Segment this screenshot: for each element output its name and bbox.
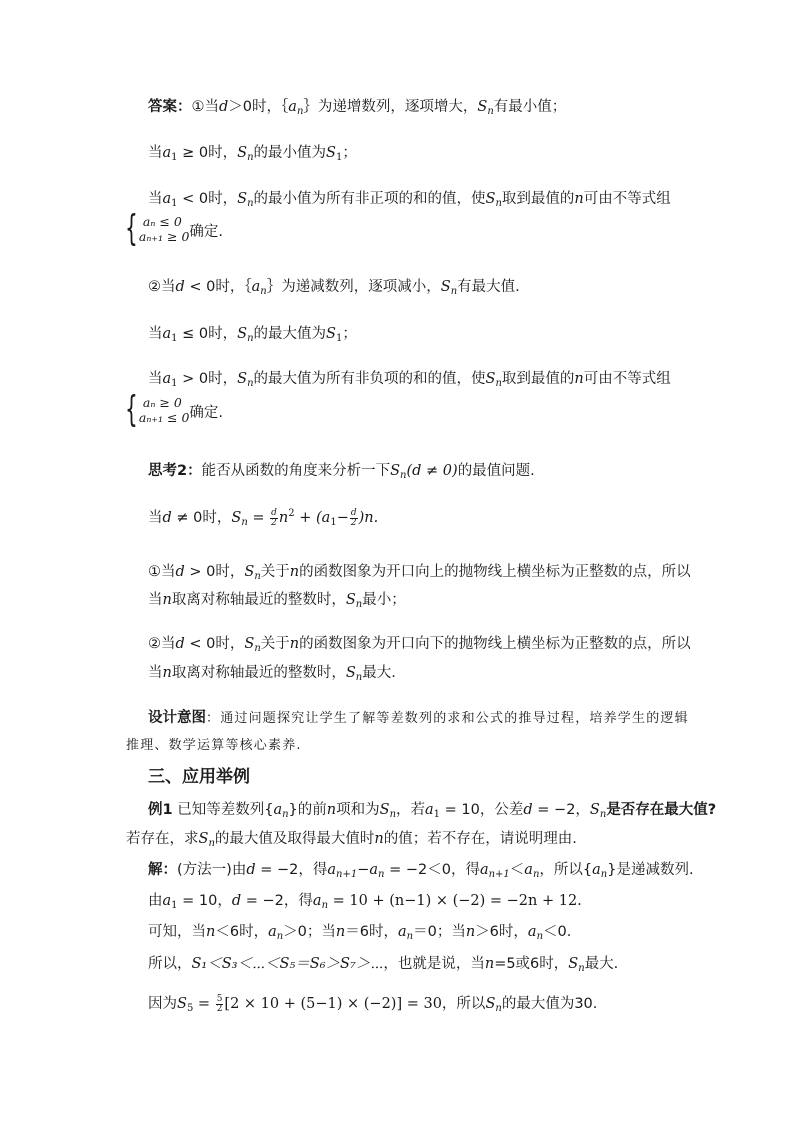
section-title: 三、应用举例: [148, 767, 250, 787]
text: = −2，得: [241, 893, 313, 909]
text: ＜0.: [543, 924, 572, 940]
math: a: [288, 99, 297, 115]
denominator: 2: [271, 517, 277, 528]
text: 可知，当: [148, 924, 206, 940]
text: 已知等差数列{: [172, 802, 274, 818]
subscript: 5: [186, 1003, 194, 1014]
text: 有最大值.: [457, 279, 520, 295]
answer-line-5: [148, 324, 357, 344]
subscript: 1: [433, 809, 441, 820]
solution-line-4: [148, 954, 618, 974]
text: = 10，: [177, 893, 232, 909]
text: 确定.: [189, 404, 224, 421]
math: S: [589, 802, 600, 818]
text: 最大.: [362, 665, 396, 681]
subscript: n: [355, 599, 363, 610]
text: ≥ 0时，: [177, 145, 238, 161]
subscript: n: [282, 809, 289, 820]
subscript: n+1: [336, 869, 358, 880]
text: (方法一)由: [177, 862, 247, 878]
numerator: d: [271, 507, 277, 518]
subscript: n: [247, 333, 254, 344]
math: S: [244, 564, 255, 580]
design-intent-line-2: [126, 735, 302, 756]
subscript: n: [208, 838, 215, 849]
math: S: [568, 956, 579, 972]
text: 取到最值的: [501, 191, 575, 207]
subscript: n: [247, 198, 254, 209]
subscript: n: [536, 931, 544, 942]
subscript: 1: [171, 900, 178, 911]
subscript: n: [495, 198, 502, 209]
math: a: [273, 802, 283, 818]
case-2-line-2: [148, 663, 396, 683]
text: 当: [148, 592, 163, 608]
text: ②当: [148, 636, 176, 652]
subscript: n: [276, 931, 284, 942]
text: > 0时，: [177, 371, 238, 387]
numerator: 5: [216, 993, 223, 1004]
subscript: n: [487, 106, 494, 117]
design-intent-line-1: [148, 708, 689, 729]
text: 所以，: [148, 956, 192, 972]
example-line-2: [126, 829, 577, 849]
subscript: n: [296, 106, 304, 117]
text: 可由不等式组: [583, 371, 671, 387]
text: < 0时，｛: [184, 279, 252, 295]
text: ①当: [191, 99, 219, 115]
text: 若存在，求: [126, 831, 199, 847]
math: S: [390, 463, 401, 479]
answer-line-6: [148, 369, 671, 389]
case-2-line-1: [148, 634, 691, 654]
text: 当: [148, 665, 163, 681]
text: 最大.: [584, 956, 619, 972]
math: n: [162, 665, 172, 681]
system-row-bottom: aₙ₊₁ ≤ 0: [138, 410, 190, 425]
text: < 0时，: [177, 191, 238, 207]
text: 取离对称轴最近的整数时，: [171, 665, 346, 681]
subscript: 1: [171, 198, 178, 209]
math: S: [177, 996, 187, 1012]
text: 可由不等式组: [583, 191, 671, 207]
math: S: [440, 279, 451, 295]
math: d: [175, 636, 185, 652]
text: 确定.: [189, 223, 224, 240]
text: 取到最值的: [501, 371, 575, 387]
text: ，所以{: [539, 862, 593, 878]
subscript: 1: [335, 333, 343, 344]
math: a: [162, 145, 172, 161]
case-1-line-2: [148, 590, 406, 610]
superscript: 2: [288, 508, 295, 519]
math: n: [278, 510, 289, 526]
math: n: [335, 924, 346, 940]
case-1-line-1: [148, 562, 691, 582]
text: ＜: [509, 862, 525, 878]
text: 是否存在最大值?: [606, 802, 717, 818]
answer-line-1: [148, 97, 566, 117]
subscript: 1: [171, 152, 178, 163]
text: 当: [148, 191, 163, 207]
solution-line-5: [148, 994, 597, 1014]
math: a: [527, 924, 537, 940]
subscript: 1: [335, 152, 343, 163]
math: d: [246, 862, 256, 878]
math: a: [162, 371, 172, 387]
text: ；: [342, 145, 357, 161]
math: S: [237, 371, 248, 387]
text: ；: [342, 326, 357, 342]
text: 能否从函数的角度来分析一下: [201, 463, 391, 479]
math: n: [289, 636, 300, 652]
inequality-system-1: [120, 208, 224, 249]
text: = −2，得: [255, 862, 328, 878]
subscript: n: [389, 809, 397, 820]
text: 的最大值为30.: [501, 996, 598, 1012]
math: +: [294, 510, 317, 526]
denominator: 2: [216, 1003, 223, 1014]
text: 当: [148, 145, 163, 161]
subscript: n: [400, 470, 407, 481]
inequality-system-2: [120, 389, 224, 430]
text: ①当: [148, 564, 176, 580]
math: −: [336, 510, 349, 526]
sn-formula: [148, 508, 378, 528]
math: d: [523, 802, 533, 818]
math: )n.: [358, 510, 379, 526]
design-intent-label: 设计意图: [148, 710, 206, 726]
math: S: [244, 636, 255, 652]
text: 当: [148, 371, 163, 387]
subscript: n: [578, 963, 585, 974]
system-rows: [139, 214, 190, 244]
text: 关于: [260, 636, 290, 652]
subscript: n: [247, 378, 254, 389]
math: S: [198, 831, 209, 847]
fraction: [216, 995, 224, 1014]
math: [2 × 10 + (5−1) × (−2)] = 30，所以: [224, 996, 486, 1012]
text: 当: [148, 326, 163, 342]
math: S: [326, 326, 336, 342]
fraction: [350, 509, 358, 528]
subscript: n+1: [488, 869, 510, 880]
text: ＝0；当: [413, 924, 466, 940]
text: ≠ 0时，: [171, 510, 232, 526]
text: ｝为递减数列，逐项减小，: [266, 279, 441, 295]
system-rows: [139, 395, 190, 425]
text: ｝为递增数列，逐项增大，: [303, 99, 478, 115]
math: a: [162, 326, 172, 342]
math: S: [485, 191, 496, 207]
text: 的函数图象为开口向下的抛物线上横坐标为正整数的点，所以: [299, 636, 691, 652]
math: n: [326, 802, 337, 818]
math: a: [425, 802, 434, 818]
text: ，也就是说，当: [383, 956, 485, 972]
subscript: n: [532, 869, 540, 880]
text: 取离对称轴最近的整数时，: [171, 592, 346, 608]
text: ：通过问题探究让学生了解等差数列的求和公式的推导过程，培养学生的逻辑: [206, 711, 689, 726]
math: −: [357, 862, 370, 878]
example-line-1: [148, 800, 716, 820]
math: S: [485, 371, 496, 387]
think2-question: [148, 461, 535, 481]
math: a: [369, 862, 379, 878]
text: 的最小值为: [253, 145, 327, 161]
math: d: [175, 564, 185, 580]
text: ，若: [396, 802, 426, 818]
text: 的最大值及取得最大值时: [214, 831, 375, 847]
brace-symbol: {: [125, 208, 138, 249]
subscript: n: [254, 571, 261, 582]
math: a: [162, 893, 172, 909]
math: a: [251, 279, 261, 295]
think2-label: 思考2：: [148, 463, 202, 479]
text: 的最小值为所有非正项的和的值，使: [253, 191, 486, 207]
math: S: [485, 996, 496, 1012]
text: 最小；: [362, 592, 406, 608]
math: n: [206, 924, 216, 940]
text: 的最大值为所有非负项的和的值，使: [253, 371, 486, 387]
text: 当: [148, 510, 163, 526]
subscript: n: [254, 643, 261, 654]
subscript: n: [321, 900, 329, 911]
subscript: n: [406, 931, 414, 942]
math: n: [574, 191, 584, 207]
math: (d ≠ 0): [406, 463, 458, 479]
math: d: [175, 279, 185, 295]
subscript: n: [260, 286, 267, 297]
solution-line-1: [148, 860, 694, 880]
math: S: [379, 802, 390, 818]
text: 关于: [260, 564, 290, 580]
math: a: [479, 862, 489, 878]
text: 的最大值为: [253, 326, 327, 342]
text: < 0时，: [184, 636, 245, 652]
text: 的最值问题.: [457, 463, 535, 479]
math: a: [398, 924, 407, 940]
subscript: n: [241, 517, 248, 528]
text: ＞0时，｛: [228, 99, 289, 115]
math: S: [237, 326, 248, 342]
text: }是递减数列.: [607, 862, 694, 878]
solution-label: 解：: [148, 862, 177, 878]
text: 项和为: [336, 802, 380, 818]
text: 的函数图象为开口向上的抛物线上横坐标为正整数的点，所以: [299, 564, 691, 580]
solution-line-3: [148, 922, 571, 942]
math: =: [193, 996, 215, 1012]
text: ②当: [148, 279, 176, 295]
math: S: [326, 145, 336, 161]
math: d: [219, 99, 229, 115]
example-label: 例1: [148, 802, 173, 818]
math: a: [268, 924, 277, 940]
math: n: [162, 592, 172, 608]
math: S: [231, 510, 242, 526]
system-row-top: aₙ ≥ 0: [142, 395, 182, 410]
solution-line-2: [148, 891, 582, 911]
math: (a: [316, 510, 331, 526]
math: S: [345, 665, 356, 681]
math: S₁＜S₃＜⋯＜S₅＝S₆＞S₇＞⋯: [191, 956, 384, 972]
answer-line-3: [148, 189, 671, 209]
text: ＜6时，: [215, 924, 269, 940]
fraction: [270, 509, 278, 528]
math: n: [484, 956, 495, 972]
math: n: [574, 371, 584, 387]
subscript: n: [247, 152, 254, 163]
math: n: [289, 564, 300, 580]
math: a: [312, 893, 322, 909]
subscript: 1: [171, 333, 178, 344]
subscript: n: [450, 286, 458, 297]
math: a: [327, 862, 337, 878]
text: = −2，: [532, 802, 590, 818]
math: S: [477, 99, 488, 115]
text: 的值；若不存在，请说明理由.: [383, 831, 577, 847]
denominator: 2: [350, 517, 357, 528]
math: = 10 + (n−1) × (−2) = −2n + 12.: [328, 893, 582, 909]
subscript: n: [495, 378, 502, 389]
math: S: [237, 191, 248, 207]
answer-label: 答案：: [148, 99, 192, 115]
text: =5或6时，: [494, 956, 569, 972]
math: =: [247, 510, 270, 526]
answer-line-2: [148, 143, 357, 163]
math: a: [162, 191, 172, 207]
numerator: d: [350, 507, 357, 518]
text: = 10，公差: [440, 802, 524, 818]
math: d: [162, 510, 172, 526]
text: 有最小值；: [493, 99, 567, 115]
answer-line-4: [148, 277, 520, 297]
text: 推理、数学运算等核心素养.: [126, 738, 302, 753]
brace-symbol: {: [125, 389, 138, 430]
text: 因为: [148, 996, 177, 1012]
text: ＞6时，: [475, 924, 528, 940]
system-row-bottom: aₙ₊₁ ≥ 0: [138, 229, 190, 244]
text: }的前: [288, 802, 327, 818]
math: n: [465, 924, 476, 940]
text: ＝6时，: [345, 924, 398, 940]
text: > 0时，: [184, 564, 245, 580]
subscript: n: [600, 869, 608, 880]
math: S: [237, 145, 248, 161]
math: a: [524, 862, 533, 878]
text: 由: [148, 893, 163, 909]
math: d: [231, 893, 242, 909]
text: ＞0；当: [283, 924, 336, 940]
math: n: [374, 831, 384, 847]
subscript: n: [495, 1003, 502, 1014]
subscript: 1: [171, 378, 178, 389]
system-row-top: aₙ ≤ 0: [142, 214, 182, 229]
math: a: [592, 862, 601, 878]
subscript: 1: [330, 517, 337, 528]
subscript: n: [599, 809, 607, 820]
subscript: n: [378, 869, 385, 880]
subscript: n: [355, 672, 363, 683]
math: S: [345, 592, 356, 608]
text: ≤ 0时，: [177, 326, 238, 342]
text: = −2＜0，得: [384, 862, 480, 878]
